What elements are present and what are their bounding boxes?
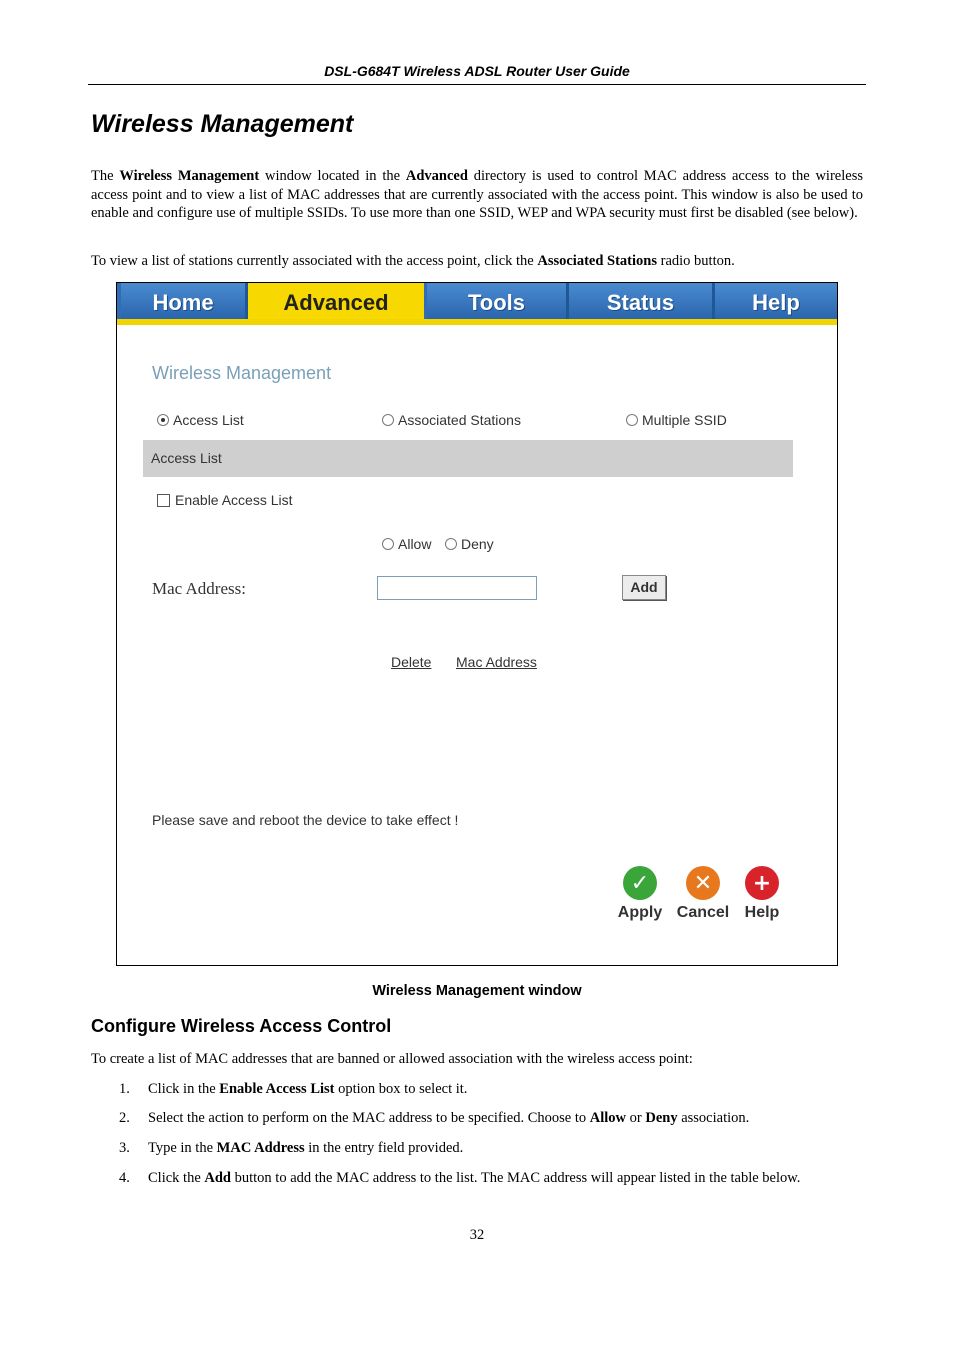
panel-heading: Wireless Management xyxy=(152,363,332,383)
mac-address-label: Mac Address: xyxy=(152,579,246,598)
list-text: Click in the Enable Access List option box to select it. xyxy=(148,1081,468,1097)
table-header-mac-address[interactable]: Mac Address xyxy=(456,654,537,670)
header-rule xyxy=(88,84,866,85)
list-text: Select the action to perform on the MAC address to be specified. Choose to Allow or Deny association. xyxy=(148,1110,750,1126)
wireless-management-screenshot xyxy=(116,282,838,966)
tab-status[interactable]: Status xyxy=(569,283,715,319)
section-heading: Configure Wireless Access Control xyxy=(91,1016,392,1036)
radio-multiple-ssid[interactable] xyxy=(626,412,727,428)
x-icon: ✕ xyxy=(686,866,720,900)
check-icon: ✓ xyxy=(623,866,657,900)
running-header: DSL-G684T Wireless ADSL Router User Guide xyxy=(324,63,630,79)
radio-deny[interactable] xyxy=(445,536,494,552)
tab-tools[interactable]: Tools xyxy=(427,283,569,319)
radio-label: Access List xyxy=(173,412,244,428)
enable-access-list-option[interactable] xyxy=(157,492,293,508)
figure-caption: Wireless Management window xyxy=(372,983,582,999)
table-header-delete[interactable]: Delete xyxy=(391,654,432,670)
tab-home[interactable]: Home xyxy=(121,283,248,319)
apply-button[interactable] xyxy=(613,866,667,922)
list-number: 1. xyxy=(119,1081,130,1097)
list-number: 4. xyxy=(119,1170,130,1186)
radio-access-list[interactable] xyxy=(157,412,244,428)
list-number: 2. xyxy=(119,1110,130,1126)
radio-label: Deny xyxy=(461,536,494,552)
page-number: 32 xyxy=(469,1227,485,1243)
intro-paragraph-2: To view a list of stations currently associated with the access point, click the Associated Stations radio button. xyxy=(91,253,735,269)
radio-button-icon[interactable] xyxy=(626,414,638,426)
section-intro: To create a list of MAC addresses that are banned or allowed association with the wireless access point: xyxy=(91,1051,693,1067)
tab-advanced[interactable]: Advanced xyxy=(248,283,424,325)
nav-tab-bar xyxy=(117,283,837,325)
apply-label: Apply xyxy=(617,904,663,921)
tab-help[interactable]: Help xyxy=(715,283,837,319)
help-label: Help xyxy=(744,904,780,921)
list-text: Type in the MAC Address in the entry field provided. xyxy=(148,1140,464,1156)
tab-underline xyxy=(117,319,837,325)
radio-button-icon[interactable] xyxy=(382,414,394,426)
reboot-notice: Please save and reboot the device to take effect ! xyxy=(152,812,459,828)
radio-button-icon[interactable] xyxy=(157,414,169,426)
radio-label: Associated Stations xyxy=(398,412,521,428)
radio-associated-stations[interactable] xyxy=(382,412,521,428)
help-button[interactable] xyxy=(741,866,783,922)
radio-allow[interactable] xyxy=(382,536,431,552)
list-number: 3. xyxy=(119,1140,130,1156)
cancel-label: Cancel xyxy=(676,904,730,921)
radio-label: Allow xyxy=(398,536,432,552)
list-text: Click the Add button to add the MAC address to the list. The MAC address will appear listed in the table below. xyxy=(148,1170,801,1186)
mac-address-input[interactable] xyxy=(377,576,537,600)
add-button[interactable]: Add xyxy=(622,575,666,600)
enable-access-list-checkbox[interactable] xyxy=(157,494,170,507)
page-title: Wireless Management xyxy=(91,110,354,138)
intro-paragraph-1: The Wireless Management window located in the Advanced directory is used to control MAC address access to the wireless access point and to view a list of MAC addresses that are currently associated with the access point. This window is also be used to enable and configure use of multiple SSIDs. To use more than one SSID, WEP and WPA security must first be disabled (see below). xyxy=(91,168,863,221)
radio-label: Multiple SSID xyxy=(642,412,727,428)
radio-button-icon[interactable] xyxy=(445,538,457,550)
section-bar-access-list: Access List xyxy=(143,440,793,477)
plus-icon: + xyxy=(745,866,779,900)
cancel-button[interactable] xyxy=(674,866,732,922)
checkbox-label: Enable Access List xyxy=(175,492,293,508)
radio-button-icon[interactable] xyxy=(382,538,394,550)
